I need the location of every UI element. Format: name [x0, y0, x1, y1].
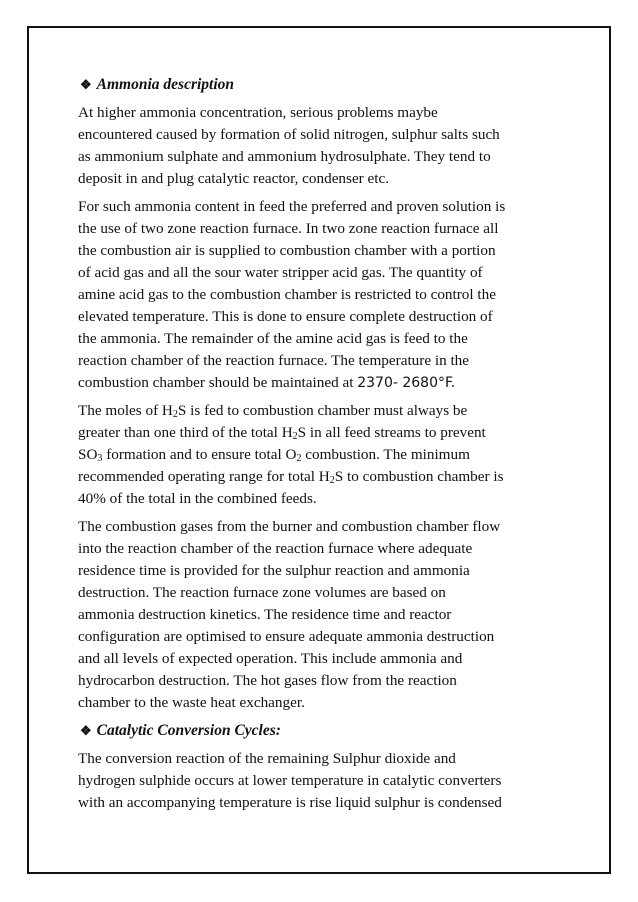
- section-heading-ammonia-description: [78, 74, 570, 96]
- text-line: ammonia destruction kinetics. The residence time and reactor: [78, 606, 452, 623]
- text-segment: greater than one third of the total H: [78, 424, 293, 441]
- text-line: [78, 372, 570, 394]
- section-heading-catalytic-conversion: [78, 720, 570, 742]
- subscript: 3: [97, 453, 103, 464]
- text-segment: recommended operating range for total H: [78, 468, 330, 485]
- text-line: For such ammonia content in feed the preferred and proven solution is: [78, 198, 506, 215]
- text-line: residence time is provided for the sulphur reaction and ammonia: [78, 562, 470, 579]
- text-line: The combustion gases from the burner and combustion chamber flow: [78, 518, 501, 535]
- text-line: reaction chamber of the reaction furnace. The temperature in the: [78, 352, 470, 369]
- text-line: At higher ammonia concentration, serious problems maybe: [78, 104, 438, 121]
- text-line: hydrocarbon destruction. The hot gases flow from the reaction: [78, 672, 457, 689]
- text-line: deposit in and plug catalytic reactor, condenser etc.: [78, 170, 390, 187]
- paragraph-conversion-reaction: [78, 748, 570, 814]
- text-segment: SO: [78, 446, 98, 463]
- paragraph-combustion-gases: [78, 516, 570, 714]
- paragraph-ammonia-problems: [78, 102, 570, 190]
- text-segment: combustion. The minimum: [301, 446, 470, 463]
- text-line: encountered caused by formation of solid nitrogen, sulphur salts such: [78, 126, 500, 143]
- text-line: the combustion air is supplied to combustion chamber with a portion: [78, 242, 496, 259]
- text-line: [78, 422, 570, 444]
- text-segment: formation and to ensure total O: [102, 446, 297, 463]
- text-line: configuration are optimised to ensure adequate ammonia destruction: [78, 628, 495, 645]
- heading-text: Catalytic Conversion Cycles:: [96, 722, 281, 739]
- text-line: 40% of the total in the combined feeds.: [78, 490, 317, 507]
- text-line: [78, 444, 570, 466]
- text-segment: The moles of H: [78, 402, 173, 419]
- text-line: into the reaction chamber of the reaction furnace where adequate: [78, 540, 473, 557]
- subscript: 2: [329, 475, 335, 486]
- temperature-range: 2370- 2680°F.: [357, 375, 456, 391]
- text-line: [78, 466, 570, 488]
- text-line: [78, 400, 570, 422]
- text-line: with an accompanying temperature is rise liquid sulphur is condensed: [78, 794, 502, 811]
- text-line: destruction. The reaction furnace zone volumes are based on: [78, 584, 446, 601]
- subscript: 2: [296, 453, 302, 464]
- paragraph-h2s-moles: [78, 400, 570, 510]
- text-line: as ammonium sulphate and ammonium hydrosulphate. They tend to: [78, 148, 491, 165]
- subscript: 2: [172, 409, 178, 420]
- subscript: 2: [292, 431, 298, 442]
- text-line: the use of two zone reaction furnace. In two zone reaction furnace all: [78, 220, 499, 237]
- text-line: elevated temperature. This is done to ensure complete destruction of: [78, 308, 493, 325]
- text-line: The conversion reaction of the remaining Sulphur dioxide and: [78, 750, 456, 767]
- text-segment: S in all feed streams to prevent: [297, 424, 486, 441]
- heading-text: Ammonia description: [96, 76, 235, 93]
- text-line: amine acid gas to the combustion chamber is restricted to control the: [78, 286, 496, 303]
- text-segment: combustion chamber should be maintained at: [78, 374, 358, 391]
- diamond-bullet-icon: ❖: [80, 723, 92, 738]
- page-content: [78, 74, 570, 820]
- text-segment: S is fed to combustion chamber must always be: [177, 402, 468, 419]
- text-segment: S to combustion chamber is: [334, 468, 504, 485]
- text-line: of acid gas and all the sour water stripper acid gas. The quantity of: [78, 264, 483, 281]
- diamond-bullet-icon: ❖: [80, 77, 92, 92]
- text-line: and all levels of expected operation. This include ammonia and: [78, 650, 463, 667]
- text-line: hydrogen sulphide occurs at lower temperature in catalytic converters: [78, 772, 502, 789]
- paragraph-two-zone-furnace: [78, 196, 570, 394]
- text-line: the ammonia. The remainder of the amine acid gas is feed to the: [78, 330, 468, 347]
- text-line: chamber to the waste heat exchanger.: [78, 694, 305, 711]
